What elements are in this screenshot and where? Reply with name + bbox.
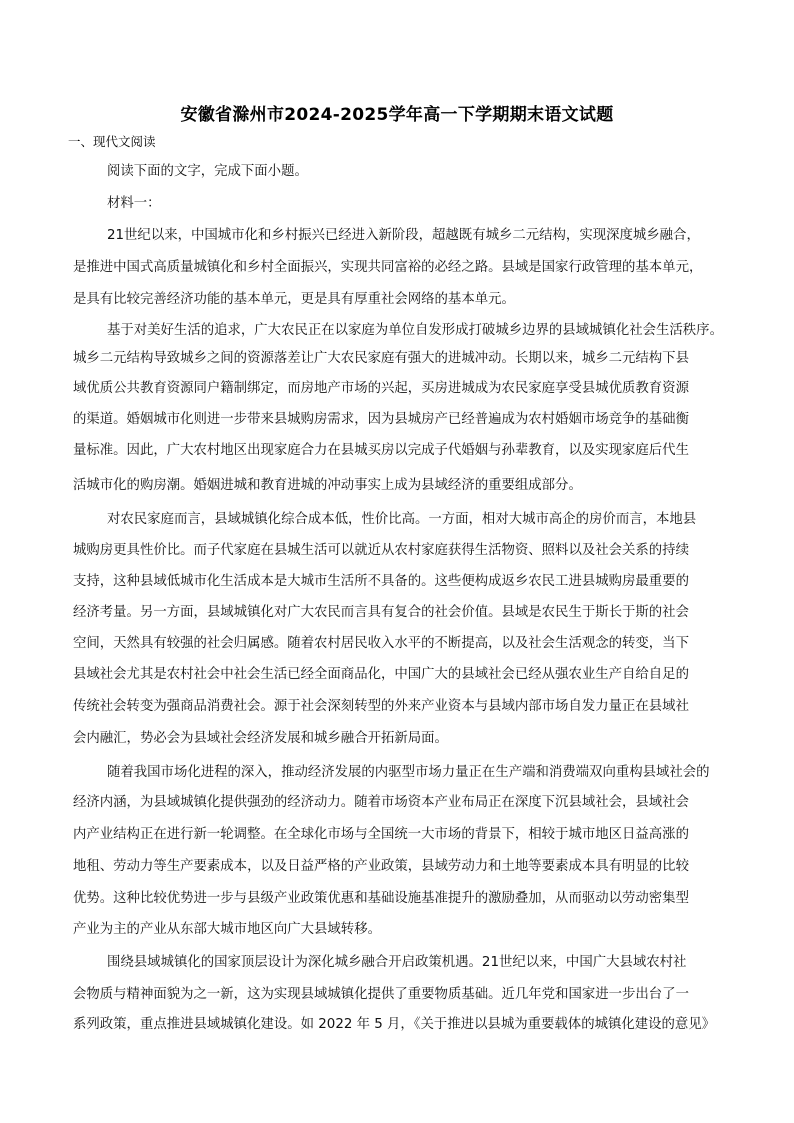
section-heading: 一、现代文阅读 [68, 134, 156, 149]
paragraph-line: 产业为主的产业从东部大城市地区向广大县域转移。 [73, 922, 381, 937]
paragraph-line: 量标准。因此，广大农村地区出现家庭合力在县城买房以完成子代婚姻与孙辈教育，以及实现家庭后代生 [73, 443, 689, 458]
paragraph-line: 是推进中国式高质量城镇化和乡村全面振兴，实现共同富裕的必经之路。县域是国家行政管理的基本单元， [73, 260, 703, 275]
paragraph-line: 支持，这种县域低城市化生活成本是大城市生活所不具备的。这些便构成返乡农民工进县城购房最重要的 [73, 574, 689, 589]
paragraph-line: 会内融汇，势必会为县域社会经济发展和城乡融合开拓新局面。 [73, 731, 448, 746]
paragraph-line: 经济考量。另一方面，县域城镇化对广大农民而言具有复合的社会价值。县域是农民生于斯长于斯的社会 [73, 605, 689, 620]
instruction-text: 阅读下面的文字，完成下面小题。 [107, 164, 308, 179]
paragraph-line: 的渠道。婚姻城市化则进一步带来县城购房需求，因为县城房产已经普遍成为农村婚姻市场竞争的基础衡 [73, 412, 689, 427]
material-label: 材料一： [107, 196, 161, 211]
paragraph-line: 城乡二元结构导致城乡之间的资源落差让广大农民家庭有强大的进城冲动。长期以来，城乡二元结构下县 [73, 351, 689, 366]
paragraph-line: 空间，天然具有较强的社会归属感。随着农村居民收入水平的不断提高，以及社会生活观念的转变，当下 [73, 636, 689, 651]
paragraph-line: 会物质与精神面貌为之一新，这为实现县域城镇化提供了重要物质基础。近几年党和国家进一步出台了一 [73, 987, 689, 1002]
paragraph-line: 内产业结构正在进行新一轮调整。在全球化市场与全国统一大市场的背景下，相较于城市地区日益高涨的 [73, 827, 689, 842]
paragraph-line: 优势。这种比较优势进一步与县级产业政策优惠和基础设施基准提升的激励叠加，从而驱动以劳动密集型 [73, 891, 689, 906]
paragraph-line: 基于对美好生活的追求，广大农民正在以家庭为单位自发形成打破城乡边界的县域城镇化社会生活秩序。 [107, 323, 723, 338]
paragraph-line: 系列政策，重点推进县域城镇化建设。如 2022 年 5 月，《关于推进以县城为重要载体的城镇化建设的意见》 [73, 1017, 716, 1032]
paragraph-line: 对农民家庭而言，县域城镇化综合成本低，性价比高。一方面，相对大城市高企的房价而言，本地县 [107, 512, 697, 527]
paragraph-line: 随着我国市场化进程的深入，推动经济发展的内驱型市场力量正在生产端和消费端双向重构县域社会的 [107, 765, 710, 780]
paragraph-line: 围绕县域城镇化的国家顶层设计为深化城乡融合开启政策机遇。21世纪以来，中国广大县域农村社 [107, 955, 687, 970]
paragraph-line: 城购房更具性价比。而子代家庭在县城生活可以就近从农村家庭获得生活物资、照料以及社会关系的持续 [73, 543, 689, 558]
paragraph-line: 经济内涵，为县域城镇化提供强劲的经济动力。随着市场资本产业布局正在深度下沉县域社会，县域社会 [73, 795, 689, 810]
document-title: 安徽省滁州市2024-2025学年高一下学期期末语文试题 [180, 105, 614, 125]
paragraph-line: 地租、劳动力等生产要素成本，以及日益严格的产业政策，县域劳动力和土地等要素成本具有明显的比较 [73, 859, 689, 874]
paragraph-line: 域优质公共教育资源同户籍制绑定，而房地产市场的兴起，买房进城成为农民家庭享受县城优质教育资源 [73, 381, 689, 396]
paragraph-line: 21世纪以来，中国城市化和乡村振兴已经进入新阶段，超越既有城乡二元结构，实现深度城乡融合， [107, 228, 700, 243]
paragraph-line: 是具有比较完善经济功能的基本单元，更是具有厚重社会网络的基本单元。 [73, 292, 515, 307]
paragraph-line: 活城市化的购房潮。婚姻进城和教育进城的冲动事实上成为县域经济的重要组成部分。 [73, 478, 582, 493]
paragraph-line: 县域社会尤其是农村社会中社会生活已经全面商品化，中国广大的县域社会已经从强农业生产自给自足的 [73, 667, 689, 682]
paragraph-line: 传统社会转变为强商品消费社会。源于社会深刻转型的外来产业资本与县域内部市场自发力量正在县域社 [73, 699, 689, 714]
